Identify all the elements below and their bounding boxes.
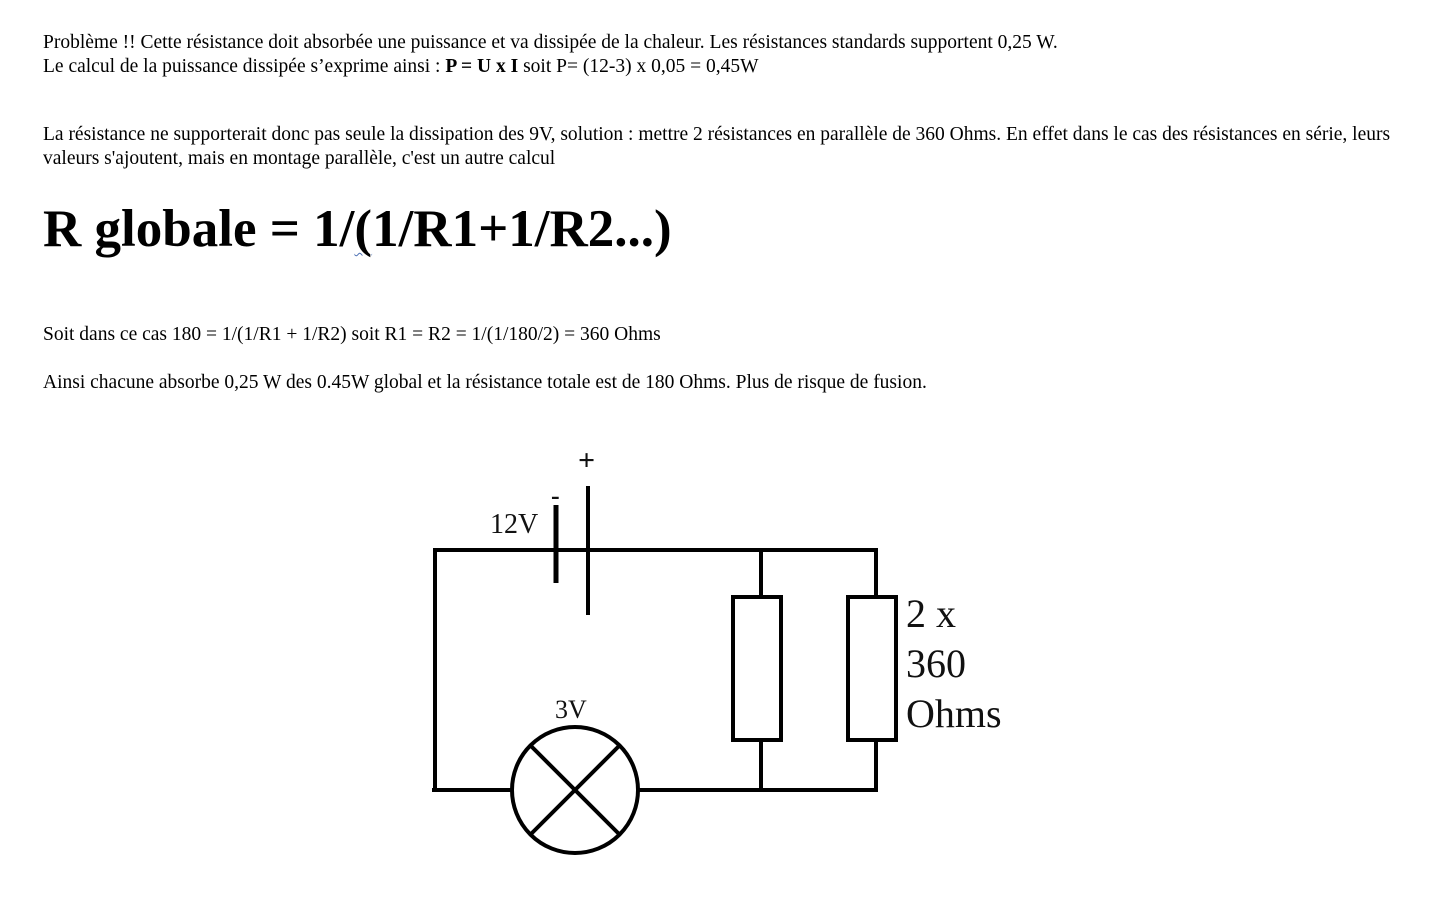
text-segment: soit P= (12-3) x 0,05 = 0,45W xyxy=(518,56,759,77)
battery-voltage-label: 12V xyxy=(490,509,539,540)
lamp-voltage-label: 3V xyxy=(555,695,587,724)
text-segment: Le calcul de la puissance dissipée s’exprime ainsi : xyxy=(43,56,446,77)
wire-bottom-right xyxy=(638,740,876,790)
resistor-r2 xyxy=(848,597,896,740)
resistor-r1 xyxy=(733,597,781,740)
power-formula-bold: P = U x I xyxy=(445,56,519,77)
formula-heading xyxy=(43,193,672,265)
formula-spellcheck-paren: ( xyxy=(354,200,373,258)
wire-top-right xyxy=(590,550,876,597)
text-line-power-formula xyxy=(43,55,758,79)
resistor-count-label: 2 x xyxy=(906,591,956,636)
battery-plus-sign: + xyxy=(578,444,596,477)
paragraph-parallel-explanation: La résistance ne supporterait donc pas seule la dissipation des 9V, solution : mettre 2 résistances en parallèle de 360 Ohms. En effet dans le cas des résistances en série, leurs valeurs s'ajoutent, mais en montage parallèle, c'est un autre calcul xyxy=(43,124,1391,169)
formula-part: 1/R1+1/R2...) xyxy=(372,200,672,258)
text-line-conclusion: Ainsi chacune absorbe 0,25 W des 0.45W global et la résistance totale est de 180 Ohms. Plus de risque de fusion. xyxy=(43,372,927,393)
battery-minus-sign: - xyxy=(551,481,560,510)
circuit-diagram xyxy=(420,440,1040,880)
text-line-problem: Problème !! Cette résistance doit absorbée une puissance et va dissipée de la chaleur. Les résistances standards supportent 0,25 W. xyxy=(43,32,1058,53)
resistor-value-label: 360 xyxy=(906,641,966,686)
resistor-unit-label: Ohms xyxy=(906,691,1002,736)
formula-part: R globale = 1/ xyxy=(43,200,355,258)
wire-left xyxy=(435,550,586,790)
text-line-calculation: Soit dans ce cas 180 = 1/(1/R1 + 1/R2) soit R1 = R2 = 1/(1/180/2) = 360 Ohms xyxy=(43,324,661,345)
